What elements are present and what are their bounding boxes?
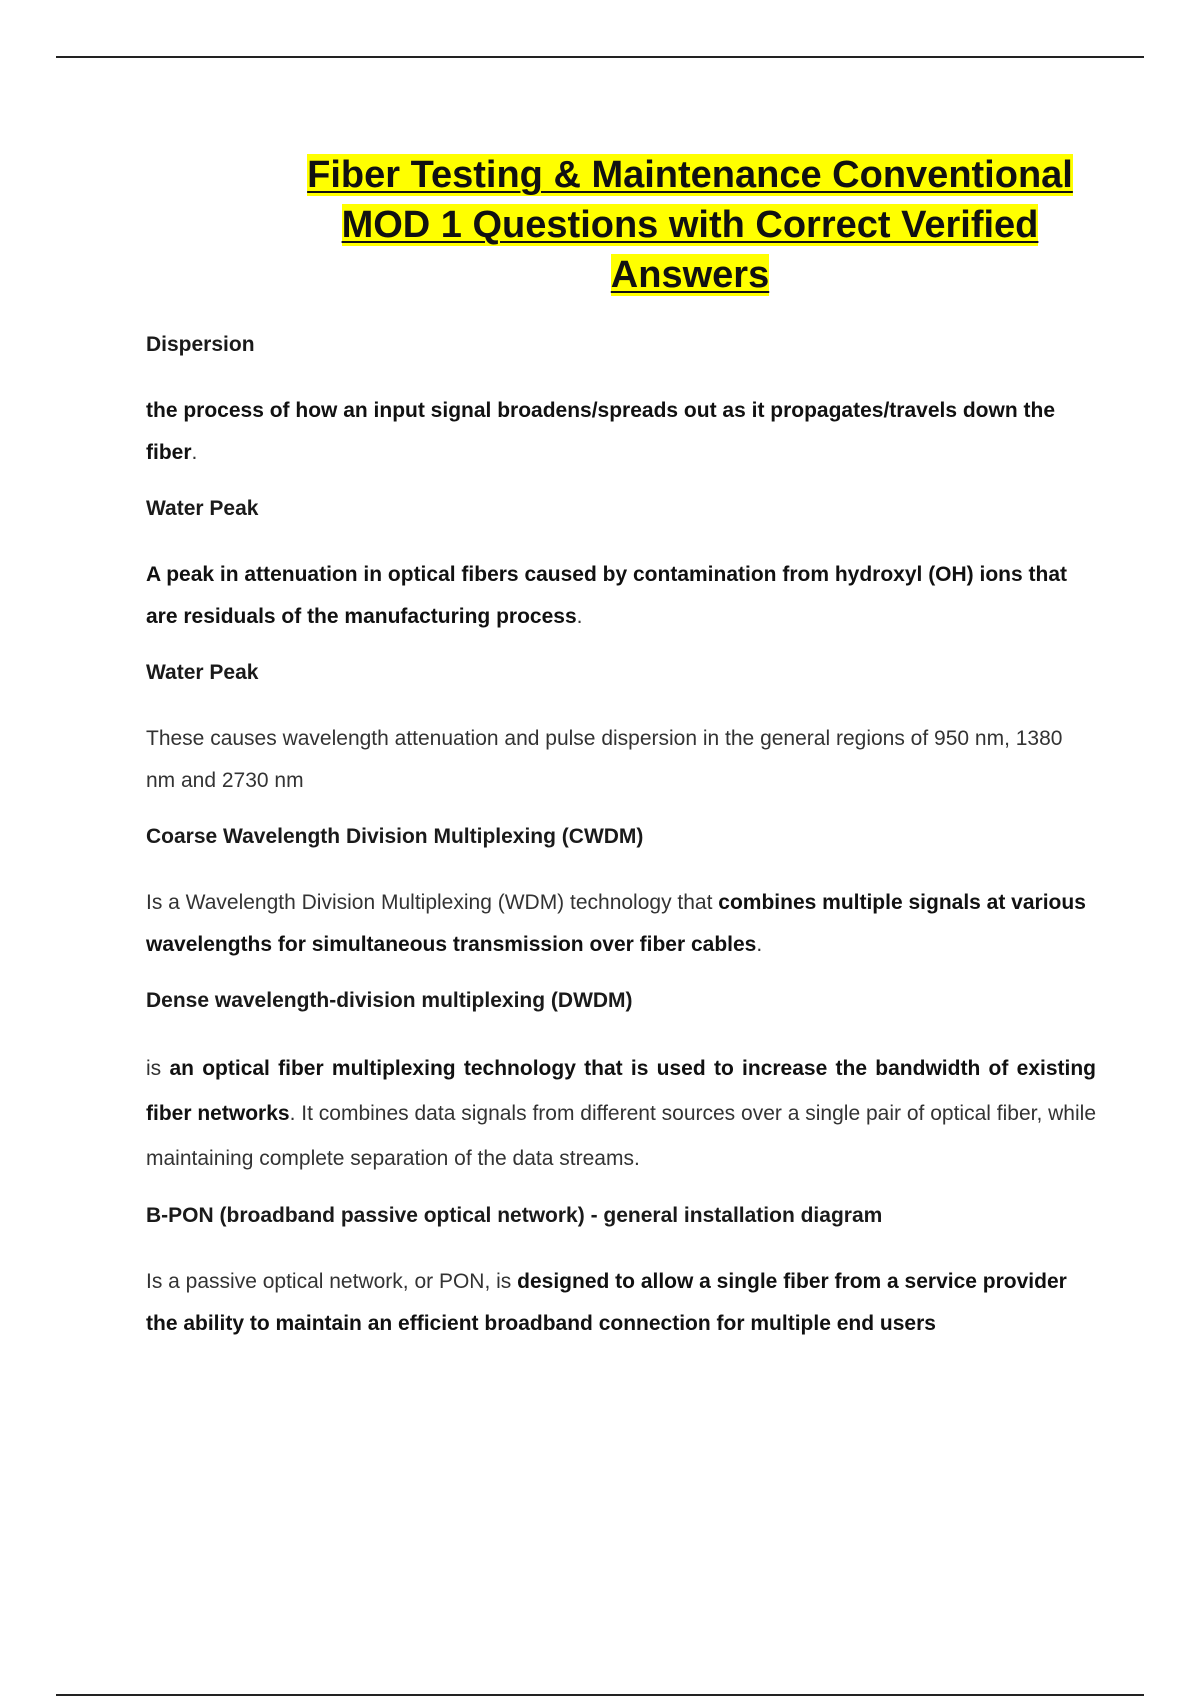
- definition-dwdm: is an optical fiber multiplexing technology that is used to increase the bandwidth of existing fiber networks. It combines data signals from different sources over a single pair of optical fiber, while maintaining complete separation of the data streams.: [146, 1057, 1096, 1170]
- title-line: MOD 1 Questions with Correct Verified: [341, 204, 1039, 246]
- definition-cwdm: Is a Wavelength Division Multiplexing (WDM) technology that combines multiple signals at various wavelengths for simultaneous transmission over fiber cables.: [146, 891, 1086, 956]
- term-water-peak: Water Peak: [146, 497, 259, 520]
- definition-water-peak: A peak in attenuation in optical fibers caused by contamination from hydroxyl (OH) ions that are residuals of the manufacturing process.: [146, 563, 1068, 628]
- term-cwdm: Coarse Wavelength Division Multiplexing (CWDM): [146, 825, 644, 848]
- title-line: Fiber Testing & Maintenance Conventional: [307, 154, 1073, 196]
- flashcard-list: [146, 330, 1096, 1345]
- title-line: Answers: [610, 254, 770, 296]
- term-dispersion: Dispersion: [146, 333, 255, 356]
- definition-dispersion: the process of how an input signal broadens/spreads out as it propagates/travels down the fiber.: [146, 399, 1055, 464]
- term-water-peak-2: Water Peak: [146, 661, 259, 684]
- header-rule: [56, 56, 1144, 58]
- term-bpon: B-PON (broadband passive optical network) - general installation diagram: [146, 1204, 883, 1227]
- term-dwdm: Dense wavelength-division multiplexing (DWDM): [146, 989, 633, 1012]
- definition-bpon: Is a passive optical network, or PON, is designed to allow a single fiber from a service provider the ability to maintain an efficient broadband connection for multiple end users: [146, 1270, 1067, 1335]
- document-title: [260, 150, 1120, 300]
- footer-rule: [56, 1694, 1144, 1696]
- definition-water-peak-2: These causes wavelength attenuation and pulse dispersion in the general regions of 950 nm, 1380 nm and 2730 nm: [146, 727, 1063, 792]
